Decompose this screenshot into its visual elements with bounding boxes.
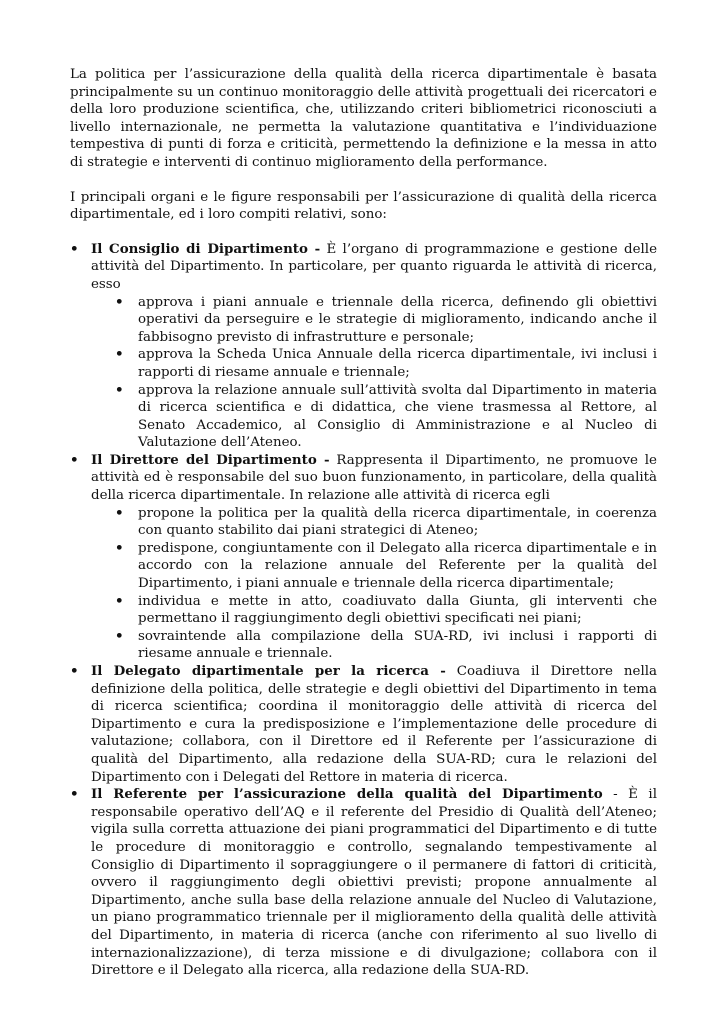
bullet-icon: •	[70, 663, 79, 679]
document-page	[70, 66, 657, 980]
organ-description: È l’organo di programmazione e gestione delle attività del Dipartimento. In particolare, per quanto riguarda le attività di ricerca, esso	[91, 241, 657, 292]
organ-tasks-list	[91, 505, 657, 663]
organ-tasks-list	[91, 294, 657, 452]
task-item	[91, 540, 657, 593]
task-text: sovraintende alla compilazione della SUA-RD, ivi inclusi i rapporti di riesame annuale e triennale.	[138, 628, 657, 662]
bullet-icon: •	[70, 786, 79, 803]
task-text: approva la Scheda Unica Annuale della ricerca dipartimentale, ivi inclusi i rapporti di riesame annuale e triennale;	[138, 347, 657, 380]
organ-item-delegato	[70, 663, 657, 786]
task-item	[91, 294, 657, 347]
bullet-icon: •	[115, 346, 124, 363]
organ-item-direttore	[70, 452, 657, 663]
organ-heading: Il Referente per l’assicurazione della qualità del Dipartimento	[91, 786, 603, 803]
bullet-icon: •	[115, 293, 124, 310]
organ-heading: Il Consiglio di Dipartimento -	[91, 240, 321, 257]
organ-description: - È il responsabile operativo dell’AQ e il referente del Presidio di Qualità dell’Ateneo; vigila sulla corretta attuazione dei piani programmatici del Dipartimento e di tutte le procedure di monitoraggio e controllo, segnalando tempestivamente al Consiglio di Dipartimento il sopraggiungere o il permanere di fattori di criticità, ovvero il raggiungimento degli obiettivi previsti; propone annualmente al Dipartimento, anche sulla base della relazione annuale del Nucleo di Valutazione, un piano programmatico triennale per il miglioramento della qualità delle attività del Dipartimento, in materia di ricerca (anche con riferimento al suo livello di internazionalizzazione), di terza missione e di divulgazione; collabora con il Direttore e il Delegato alla ricerca, alla redazione della SUA-RD.	[91, 787, 657, 979]
task-item	[91, 593, 657, 628]
intro-paragraph: La politica per l’assicurazione della qualità della ricerca dipartimentale è basata principalmente su un continuo monitoraggio delle attività progettuali dei ricercatori e della loro produzione scientifica, che, utilizzando criteri bibliometrici riconosciuti a livello internazionale, ne permetta la valutazione quantitativa e l’individuazione tempestiva di punti di forza e criticità, permettendo la definizione e la messa in atto di strategie e interventi di continuo miglioramento della performance.	[70, 67, 657, 170]
organs-list	[70, 241, 657, 980]
bullet-icon: •	[115, 381, 124, 398]
bullet-icon: •	[115, 504, 124, 521]
bullet-icon: •	[115, 627, 124, 644]
task-item	[91, 346, 657, 381]
task-text: propone la politica per la qualità della ricerca dipartimentale, in coerenza con quanto stabilito dai piani strategici di Ateneo;	[138, 505, 657, 539]
organ-heading: Il Direttore del Dipartimento -	[91, 451, 330, 468]
task-text: approva i piani annuale e triennale della ricerca, definendo gli obiettivi operativi da perseguire e le strategie di miglioramento, indicando anche il fabbisogno previsto di infrastrutture e personale;	[138, 294, 657, 345]
task-item	[91, 628, 657, 663]
task-text: predispone, congiuntamente con il Delegato alla ricerca dipartimentale e in accordo con la relazione annuale del Referente per la qualità del Dipartimento, i piani annuale e triennale della ricerca dipartimentale;	[138, 540, 657, 592]
task-item	[91, 382, 657, 452]
bullet-icon: •	[70, 240, 79, 257]
organ-heading: Il Delegato dipartimentale per la ricerca -	[91, 663, 446, 679]
intro-organs-paragraph: I principali organi e le figure responsabili per l’assicurazione di qualità della ricerca dipartimentale, ed i loro compiti relativi, sono:	[70, 189, 657, 223]
organ-item-referente	[70, 786, 657, 980]
task-item	[91, 505, 657, 540]
organ-item-consiglio	[70, 241, 657, 452]
bullet-icon: •	[115, 539, 124, 556]
organ-description: Coadiuva il Direttore nella definizione della politica, delle strategie e degli obiettivi del Dipartimento in tema di ricerca scientifica; coordina il monitoraggio delle attività di ricerca del Dipartimento e cura la predisposizione e l’implementazione delle procedure di valutazione; collabora, con il Direttore ed il Referente per l’assicurazione di qualità del Dipartimento, alla redazione della SUA-RD; cura le relazioni del Dipartimento con i Delegati del Rettore in materia di ricerca.	[91, 664, 657, 785]
task-text: individua e mette in atto, coadiuvato dalla Giunta, gli interventi che permettano il raggiungimento degli obiettivi specificati nei piani;	[138, 593, 657, 627]
bullet-icon: •	[115, 592, 124, 609]
bullet-icon: •	[70, 451, 79, 468]
task-text: approva la relazione annuale sull’attività svolta dal Dipartimento in materia di ricerca scientifica e di didattica, che viene trasmessa al Rettore, al Senato Accademico, al Consiglio di Amministrazione e al Nucleo di Valutazione dell’Ateneo.	[138, 382, 657, 451]
organ-description: Rappresenta il Dipartimento, ne promuove le attività ed è responsabile del suo buon funzionamento, in particolare, della qualità della ricerca dipartimentale. In relazione alle attività di ricerca egli	[91, 452, 657, 504]
